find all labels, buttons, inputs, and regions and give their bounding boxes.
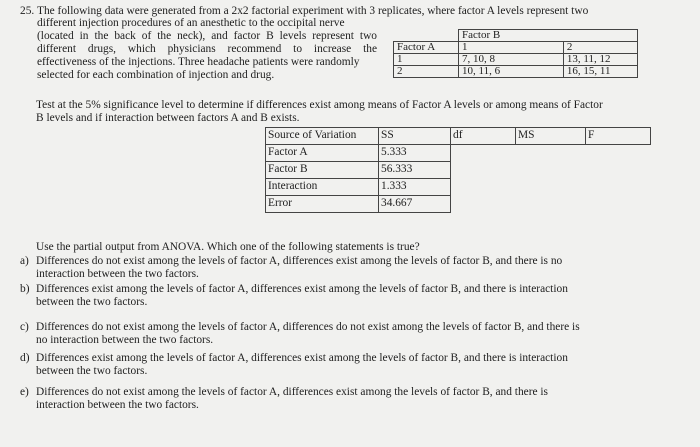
b-level-2: 2 (563, 42, 637, 54)
a-level-2: 2 (394, 66, 459, 78)
option-text: no interaction between the two factors. (36, 334, 214, 346)
ss-cell: 1.333 (379, 179, 451, 196)
option-text: between the two factors. (36, 365, 148, 377)
header-ms: MS (516, 128, 586, 145)
intro-line-3: (located in the back of the neck), and factor B levels represent two (37, 30, 377, 42)
data-cell: 13, 11, 12 (563, 54, 637, 66)
test-line-1: Test at the 5% significance level to determine if differences exist among means of Factor A levels or among means of Factor (36, 99, 603, 111)
data-cell: 7, 10, 8 (459, 54, 564, 66)
table-row (266, 145, 651, 162)
option-letter: d) (20, 352, 30, 364)
option-text: Differences do not exist among the levels of factor A, differences do not exist among the levels of factor B, and there is (36, 321, 580, 333)
option-text: Differences exist among the levels of factor A, differences exist among the levels of factor B, and there is interaction (36, 352, 568, 364)
option-text: Differences exist among the levels of factor A, differences exist among the levels of factor B, and there is interaction (36, 283, 568, 295)
anova-table (265, 127, 651, 213)
factor-b-header: Factor B (459, 30, 638, 42)
source-cell: Factor A (266, 145, 379, 162)
factor-a-header: Factor A (394, 42, 459, 54)
option-c (20, 321, 580, 346)
ss-cell: 5.333 (379, 145, 451, 162)
question-prompt: Use the partial output from ANOVA. Which one of the following statements is true? (36, 241, 420, 253)
source-cell: Factor B (266, 162, 379, 179)
a-level-1: 1 (394, 54, 459, 66)
table-row (266, 196, 651, 213)
source-cell: Error (266, 196, 379, 213)
factorial-data-table (393, 29, 638, 78)
table-row (394, 66, 638, 78)
table-row (266, 179, 651, 196)
table-row (394, 54, 638, 66)
option-letter: a) (20, 255, 29, 267)
table-row (266, 162, 651, 179)
test-line-2: B levels and if interaction between factors A and B exists. (36, 112, 300, 124)
intro-line-6: selected for each combination of injection and drug. (37, 69, 275, 81)
intro-line-4: different drugs, which physicians recommend to increase the (37, 43, 377, 55)
option-text: interaction between the two factors. (36, 268, 199, 280)
option-e (20, 386, 548, 411)
question-number: 25. (20, 5, 35, 17)
data-cell: 16, 15, 11 (563, 66, 637, 78)
option-text: between the two factors. (36, 296, 148, 308)
ss-cell: 56.333 (379, 162, 451, 179)
intro-line-5: effectiveness of the injections. Three headache patients were randomly (37, 56, 360, 68)
source-cell: Interaction (266, 179, 379, 196)
option-letter: c) (20, 321, 29, 333)
option-a (20, 255, 562, 280)
option-text: Differences do not exist among the levels of factor A, differences exist among the levels of factor B, and there is no (36, 255, 563, 267)
option-text: Differences do not exist among the levels of factor A, differences exist among the levels of factor B, and there is (36, 386, 548, 398)
header-f: F (586, 128, 651, 145)
option-d (20, 352, 568, 377)
b-level-1: 1 (459, 42, 564, 54)
option-letter: b) (20, 283, 30, 295)
data-cell: 10, 11, 6 (459, 66, 564, 78)
option-b (20, 283, 568, 308)
intro-line-1: The following data were generated from a 2x2 factorial experiment with 3 replicates, where factor A levels represent two (37, 5, 589, 17)
intro-line-2: different injection procedures of an anesthetic to the occipital nerve (37, 17, 345, 29)
header-ss: SS (379, 128, 451, 145)
ss-cell: 34.667 (379, 196, 451, 213)
header-source: Source of Variation (266, 128, 379, 145)
option-letter: e) (20, 386, 29, 398)
empty-corner-cell (394, 30, 459, 42)
header-df: df (451, 128, 516, 145)
option-text: interaction between the two factors. (36, 399, 199, 411)
